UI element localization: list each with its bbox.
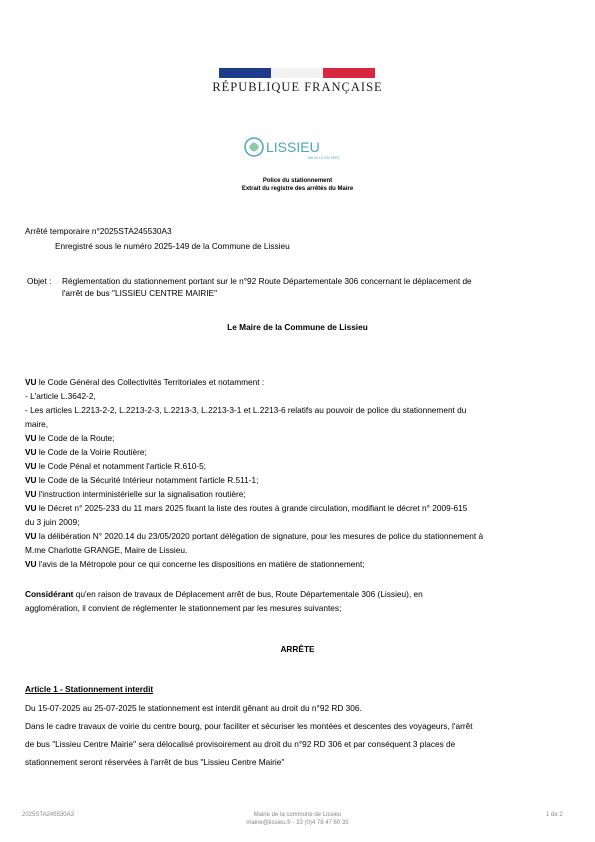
vu-label: VU [25, 377, 37, 387]
objet-label: Objet : [27, 276, 52, 286]
considerant-line-1 [25, 588, 423, 601]
republic-francaise-text: RÉPUBLIQUE FRANÇAISE [212, 80, 383, 94]
objet-line-1: Réglementation du stationnement portant sur le n°92 Route Départementale 306 concernant le déplacement de [62, 276, 472, 286]
vu-text: l'avis de la Métropole pour ce qui concerne les dispositions en matière de stationnement; [36, 559, 365, 569]
vu-text: le Décret n° 2025-233 du 11 mars 2025 fixant la liste des routes à grande circulation, modifiant le décret n° 2009-615 [36, 503, 468, 513]
footer-reference: 2025STA245530A3 [22, 812, 74, 818]
flag-red [323, 68, 375, 78]
vu-line-11: du 3 juin 2009; [25, 517, 80, 527]
vu-line-10 [25, 502, 467, 515]
maire-title: Le Maire de la Commune de Lissieu [227, 322, 368, 332]
article-1-paragraph-1: Du 15-07-2025 au 25-07-2025 le stationnement est interdit gênant au droit du n°92 RD 306. [25, 703, 362, 713]
lissieu-logo-icon [240, 134, 360, 162]
considerant-label: Considérant [25, 589, 74, 599]
vu-text: le Code de la Sécurité Intérieur notamment l'article R.511-1; [36, 475, 259, 485]
arrete-number: Arrêté temporaire n°2025STA245530A3 [25, 226, 172, 236]
article-1-paragraph-2-line-3: stationnement seront réservées à l'arrêt de bus "Lissieu Centre Mairie" [25, 757, 285, 767]
vu-line-5 [25, 432, 114, 445]
logo-tagline: MA VILLE EN VERT [308, 156, 340, 160]
considerant-text: qu'en raison de travaux de Déplacement arrêt de bus, Route Départementale 306 (Lissieu), en [73, 589, 423, 599]
vu-text: l'instruction interministérielle sur la signalisation routière; [36, 489, 246, 499]
lissieu-logo [240, 134, 360, 162]
vu-line-6 [25, 446, 147, 459]
vu-text: la délibération N° 2020.14 du 23/05/2020 portant délégation de signature, pour les mesures de police du stationnement à [36, 531, 484, 541]
vu-text: le Code de la Voirie Routière; [36, 447, 147, 457]
registration-line: Enregistré sous le numéro 2025-149 de la Commune de Lissieu [55, 241, 290, 251]
section-subtitle: Extrait du registre des arrêtés du Maire [241, 186, 354, 192]
vu-line-12 [25, 530, 483, 543]
vu-line-9 [25, 488, 246, 501]
flag-white [271, 68, 323, 78]
vu-label: VU [25, 559, 37, 569]
footer-page-number: 1 de 2 [546, 812, 563, 818]
article-1-paragraph-2-line-1: Dans le cadre travaux de voirie du centre bourg, pour faciliter et sécuriser les montées et descentes des voyageurs, l'arrêt [25, 721, 473, 731]
vu-label: VU [25, 475, 37, 485]
logo-text: LISSIEU [266, 139, 320, 155]
vu-label: VU [25, 503, 37, 513]
vu-line-8 [25, 474, 258, 487]
republic-flag-bar [219, 68, 375, 78]
vu-line-3: - Les articles L.2213-2-2, L.2213-2-3, L.2213-3, L.2213-3-1 et L.2213-6 relatifs au pouvoir de police du stationnement du [25, 405, 467, 415]
arrete-title: ARRÊTE [280, 644, 315, 654]
objet-line-2: l'arrêt de bus "LISSIEU CENTRE MAIRIE" [62, 288, 218, 298]
vu-line-14 [25, 558, 365, 571]
vu-line-7 [25, 460, 206, 473]
flag-blue [219, 68, 271, 78]
footer-mairie-line-1: Mairie de la commune de Lissieu [253, 812, 342, 818]
vu-line-2: - L'article L.3642-2, [25, 391, 96, 401]
vu-label: VU [25, 447, 37, 457]
vu-line-1 [25, 376, 264, 389]
vu-label: VU [25, 489, 37, 499]
article-1-paragraph-2-line-2: de bus "Lissieu Centre Mairie" sera délocalisé provisoirement au droit du n°92 RD 306 et par conséquent 3 places de [25, 739, 456, 749]
vu-line-4: maire, [25, 419, 49, 429]
section-title: Police du stationnement [262, 178, 333, 184]
considerant-line-2: agglomération, il convient de réglementer le stationnement par les mesures suivantes; [25, 603, 342, 613]
article-1-title: Article 1 - Stationnement interdit [25, 684, 154, 694]
vu-label: VU [25, 461, 37, 471]
vu-text: le Code de la Route; [36, 433, 115, 443]
vu-line-13: M.me Charlotte GRANGE, Maire de Lissieu. [25, 545, 188, 555]
vu-text: le Code Pénal et notamment l'article R.610-5; [36, 461, 206, 471]
footer-mairie-line-2: mairie@lissieu.fr - 33 (0)4 78 47 60 35 [246, 820, 349, 826]
vu-text: le Code Général des Collectivités Territoriales et notamment : [36, 377, 265, 387]
vu-label: VU [25, 531, 37, 541]
vu-label: VU [25, 433, 37, 443]
